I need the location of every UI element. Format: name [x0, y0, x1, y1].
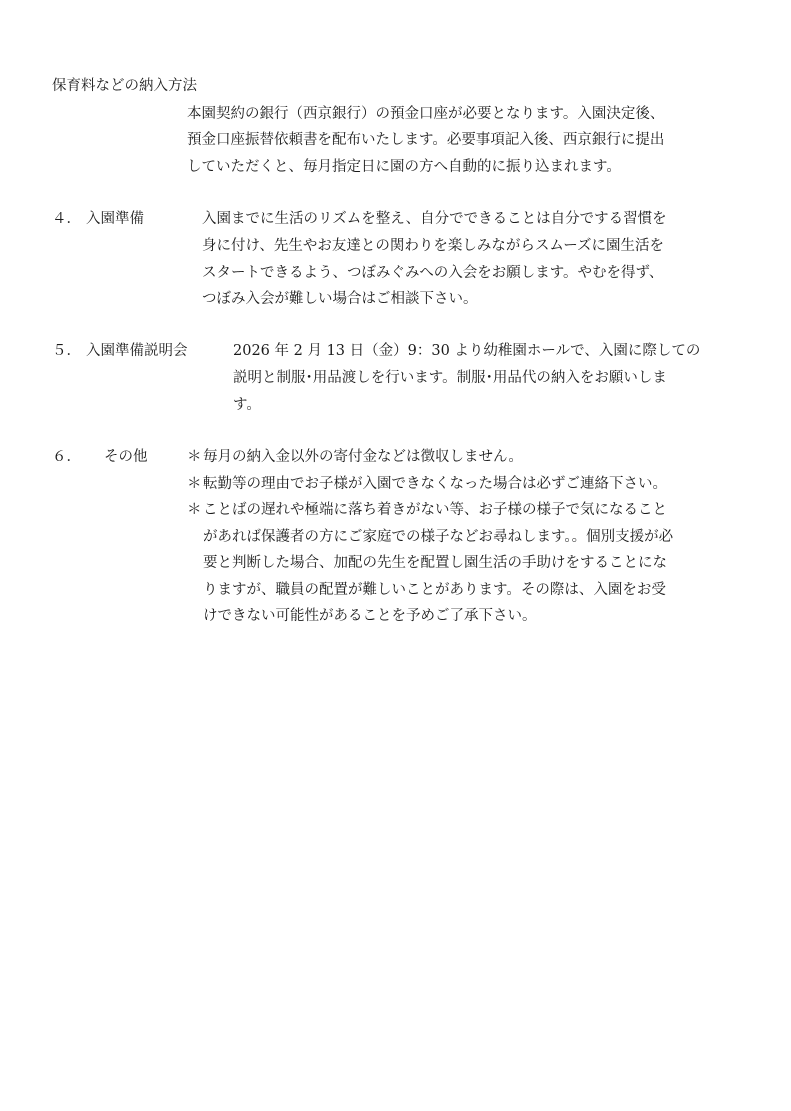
section6-item-line: 要と判断した場合、加配の先生を配置し園生活の手助けをすることにな: [203, 555, 667, 571]
section4-line: つぼみ入会が難しい場合はご相談下さい。: [202, 291, 478, 307]
section6-item-line: ことばの遅れや極端に落ち着きがない等、お子様の様子で気になること: [203, 502, 667, 518]
bullet-mark: ＊: [187, 449, 202, 465]
section6-item-line: があれば保護者の方にご家庭での様子などお尋ねします。。個別支援が必: [203, 529, 674, 545]
section6-title: その他: [104, 449, 148, 465]
section6-item-line: りますが、職員の配置が難しいことがあります。その際は、入園をお受: [203, 582, 666, 598]
bullet-mark: ＊: [187, 502, 202, 518]
section5-line: 2026 年 2 月 13 日（金）9：30 より幼稚園ホールで、入園に際しての: [233, 343, 701, 359]
payment-line: していただくと、毎月指定日に園の方へ自動的に振り込まれます。: [187, 159, 621, 175]
section6-item-line: 転勤等の理由でお子様が入園できなくなった場合は必ずご連絡下さい。: [203, 476, 667, 492]
section4-line: スタートできるよう、つぼみぐみへの入会をお願します。やむを得ず、: [202, 265, 664, 281]
section5-line: す。: [233, 397, 261, 413]
section5-title: 入園準備説明会: [86, 343, 188, 359]
payment-line: 本園契約の銀行（西京銀行）の預金口座が必要となります。入園決定後、: [187, 106, 665, 122]
section5-line: 説明と制服･用品渡しを行います。制服･用品代の納入をお願いしま: [233, 370, 667, 386]
section5-number: ５．: [52, 343, 81, 359]
section4-number: ４．: [52, 211, 81, 227]
bullet-mark: ＊: [187, 476, 202, 492]
section6-item-line: けできない可能性があることを予めご了承下さい。: [203, 608, 537, 624]
section6-number: ６．: [52, 449, 81, 465]
section4-line: 身に付け、先生やお友達との関わりを楽しみながらスムーズに園生活を: [202, 238, 664, 254]
payment-heading: 保育料などの納入方法: [52, 78, 197, 94]
section4-title: 入園準備: [86, 211, 144, 227]
section4-line: 入園までに生活のリズムを整え、自分でできることは自分でする習慣を: [202, 211, 667, 227]
payment-line: 預金口座振替依頼書を配布いたします。必要事項記入後、西京銀行に提出: [187, 132, 665, 148]
section6-item-line: 毎月の納入金以外の寄付金などは徴収しません。: [203, 449, 523, 465]
